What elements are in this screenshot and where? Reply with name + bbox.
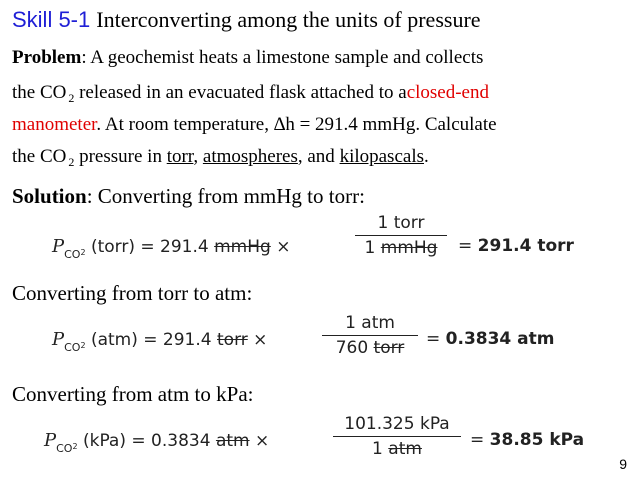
fraction-numerator: 1 torr bbox=[377, 213, 425, 233]
fraction-denominator bbox=[333, 439, 461, 459]
fraction-1 bbox=[355, 213, 447, 258]
times-sign: × bbox=[247, 330, 268, 350]
eq-lhs: (kPa) = 0.3834 bbox=[82, 431, 216, 451]
eq-lhs: (atm) = 291.4 bbox=[90, 330, 217, 350]
den-cancelled-unit: torr bbox=[373, 338, 405, 358]
eq-lhs: (torr) = 291.4 bbox=[90, 237, 215, 257]
cancelled-unit: atm bbox=[215, 431, 250, 451]
problem-text-3c: ∆h = 291.4 mmHg. Calculate bbox=[273, 114, 497, 135]
den-value: 760 bbox=[335, 338, 374, 358]
sep-1: , bbox=[193, 146, 203, 167]
pressure-symbol: P bbox=[52, 236, 65, 257]
solution-label: Solution bbox=[12, 184, 87, 208]
step-atm-to-kpa: Converting from atm to kPa: bbox=[12, 382, 254, 406]
result-3 bbox=[470, 430, 584, 450]
equals-sign: = bbox=[426, 329, 441, 349]
times-sign: × bbox=[270, 237, 291, 257]
fraction-numerator: 1 atm bbox=[345, 313, 395, 333]
two-subscript: 2 bbox=[80, 341, 86, 350]
equals-sign: = bbox=[458, 236, 473, 256]
fraction-bar bbox=[333, 436, 461, 437]
problem-text-3b: . At room temperature, bbox=[96, 114, 274, 135]
title-text: Interconverting among the units of pressure bbox=[96, 7, 481, 32]
result-value: 291.4 torr bbox=[477, 236, 574, 256]
problem-end: . bbox=[424, 146, 429, 167]
den-value: 1 bbox=[364, 238, 381, 258]
fraction-bar bbox=[322, 335, 418, 336]
problem-line-3 bbox=[12, 112, 497, 138]
fraction-denominator bbox=[355, 238, 447, 258]
closed-end-highlight: closed-end bbox=[406, 82, 489, 103]
times-sign: × bbox=[249, 431, 270, 451]
fraction-denominator bbox=[322, 338, 418, 358]
slide-title bbox=[12, 6, 481, 34]
fraction-numerator: 101.325 kPa bbox=[344, 414, 450, 434]
result-2 bbox=[426, 329, 555, 349]
result-value: 0.3834 atm bbox=[445, 329, 555, 349]
unit-kilopascals: kilopascals bbox=[339, 146, 424, 167]
co2-subscript: 2 bbox=[68, 91, 75, 105]
two-subscript: 2 bbox=[80, 248, 86, 257]
page-number: 9 bbox=[619, 456, 627, 472]
fraction-2 bbox=[322, 313, 418, 358]
pressure-symbol: P bbox=[44, 430, 57, 451]
manometer-highlight: manometer bbox=[12, 114, 97, 135]
problem-line-2 bbox=[12, 80, 489, 111]
den-cancelled-unit: atm bbox=[388, 439, 422, 459]
result-value: 38.85 kPa bbox=[489, 430, 585, 450]
solution-heading bbox=[12, 184, 365, 209]
co-subscript: CO bbox=[64, 341, 81, 354]
unit-torr: torr bbox=[166, 146, 194, 167]
unit-atmospheres: atmospheres bbox=[202, 146, 298, 167]
equals-sign: = bbox=[470, 430, 485, 450]
skill-label: Skill 5-1 bbox=[12, 7, 91, 32]
problem-line-1 bbox=[12, 45, 483, 71]
co2-subscript-2: 2 bbox=[68, 155, 75, 169]
step-torr-to-atm: Converting from torr to atm: bbox=[12, 281, 253, 305]
fraction-3 bbox=[333, 414, 461, 459]
den-value: 1 bbox=[372, 439, 389, 459]
problem-label: Problem bbox=[12, 47, 82, 68]
co-subscript: CO bbox=[56, 442, 73, 455]
co-subscript: CO bbox=[64, 248, 81, 261]
equation-atm-to-kpa bbox=[44, 430, 269, 455]
problem-line-4 bbox=[12, 144, 429, 175]
solution-text: : Converting from mmHg to torr: bbox=[86, 184, 365, 208]
problem-text-4b: pressure in bbox=[74, 146, 167, 167]
equation-torr-to-atm bbox=[52, 329, 267, 354]
pressure-symbol: P bbox=[52, 329, 65, 350]
problem-text-4a: the CO bbox=[12, 146, 67, 167]
problem-text-2a: the CO bbox=[12, 82, 67, 103]
sep-2: , and bbox=[297, 146, 340, 167]
cancelled-unit: mmHg bbox=[214, 237, 271, 257]
den-cancelled-unit: mmHg bbox=[380, 238, 438, 258]
two-subscript: 2 bbox=[72, 442, 78, 451]
result-1 bbox=[458, 236, 574, 256]
equation-mmhg-to-torr bbox=[52, 236, 290, 261]
cancelled-unit: torr bbox=[217, 330, 248, 350]
problem-text-1: : A geochemist heats a limestone sample and collects bbox=[81, 47, 484, 68]
problem-text-2b: released in an evacuated flask attached to a bbox=[74, 82, 407, 103]
fraction-bar bbox=[355, 235, 447, 236]
